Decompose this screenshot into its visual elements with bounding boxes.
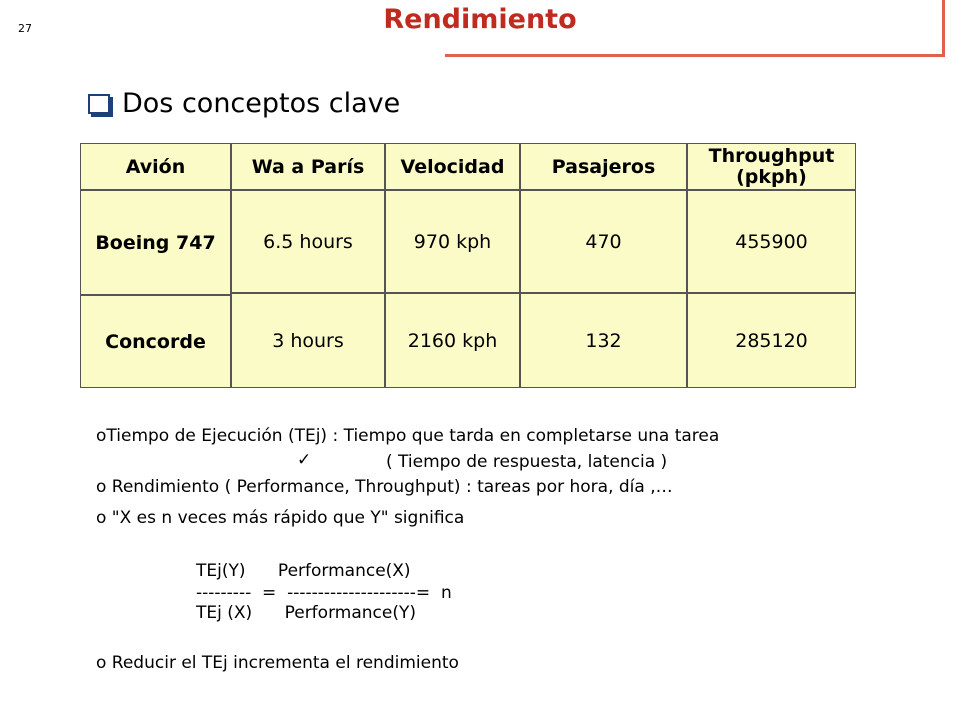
- section-heading: [88, 88, 400, 119]
- cell-boeing-throughput: 455900: [687, 190, 856, 293]
- cell-boeing-passengers: 470: [520, 190, 687, 293]
- title-underline: [445, 54, 945, 57]
- note-response-time: ( Tiempo de respuesta, latencia ): [386, 452, 668, 472]
- header-wa-a-paris: Wa a París: [231, 143, 385, 190]
- row-boeing-label: Boeing 747: [80, 190, 231, 295]
- formula-denominator: TEj (X) Performance(Y): [196, 603, 416, 623]
- note-performance-definition: o Rendimiento ( Performance, Throughput) : tareas por hora, día ,…: [96, 477, 673, 497]
- header-pasajeros: Pasajeros: [520, 143, 687, 190]
- note-check-icon: ✓: [297, 450, 312, 470]
- checkbox-bullet-icon: [88, 94, 110, 114]
- header-throughput: Throughput (pkph): [687, 143, 856, 190]
- cell-concorde-throughput: 285120: [687, 293, 856, 388]
- note-reduce-tej: o Reducir el TEj incrementa el rendimiento: [96, 653, 459, 673]
- cell-boeing-speed: 970 kph: [385, 190, 520, 293]
- formula-fraction-bar: --------- = ---------------------= n: [196, 583, 452, 603]
- formula-numerator: TEj(Y) Performance(X): [196, 561, 411, 581]
- note-tej-definition: oTiempo de Ejecución (TEj) : Tiempo que tarda en completarse una tarea: [96, 426, 720, 446]
- header-velocidad: Velocidad: [385, 143, 520, 190]
- page-number: 27: [18, 22, 32, 35]
- section-heading-text: Dos conceptos clave: [122, 88, 401, 119]
- cell-concorde-time: 3 hours: [231, 293, 385, 388]
- cell-concorde-speed: 2160 kph: [385, 293, 520, 388]
- cell-concorde-passengers: 132: [520, 293, 687, 388]
- cell-boeing-time: 6.5 hours: [231, 190, 385, 293]
- header-avion: Avión: [80, 143, 231, 190]
- title-side-rule: [942, 0, 945, 57]
- row-concorde-label: Concorde: [80, 295, 231, 388]
- slide-title: Rendimiento: [383, 4, 577, 35]
- note-x-faster-than-y: o "X es n veces más rápido que Y" significa: [96, 508, 465, 528]
